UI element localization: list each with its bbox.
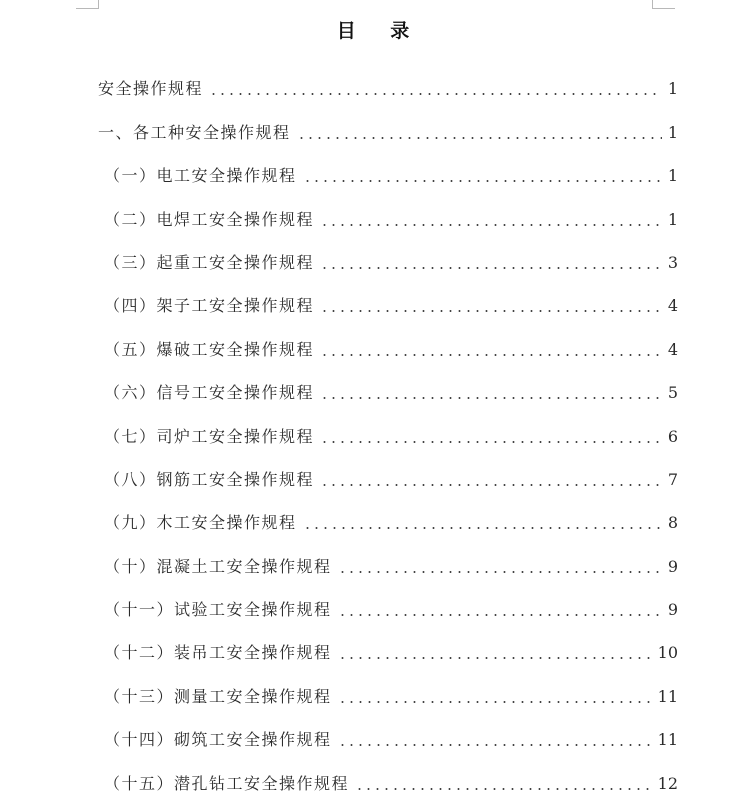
toc-entry-page-number: 11 <box>657 730 678 750</box>
toc-entry-title: （十）混凝土工安全操作规程 <box>104 556 332 576</box>
toc-entry[interactable] <box>98 581 678 624</box>
toc-entry-page-number: 4 <box>667 296 678 316</box>
toc-entry-page-number: 8 <box>667 513 678 533</box>
toc-entry-page-number: 11 <box>657 686 678 706</box>
toc-entry-page-number: 5 <box>667 383 678 403</box>
toc-entry-page-number: 9 <box>667 600 678 620</box>
dot-leader <box>303 180 662 182</box>
dot-leader <box>338 571 662 573</box>
toc-entry-page-number: 3 <box>667 252 678 272</box>
toc-entry-page-number: 12 <box>657 773 678 793</box>
toc-entry[interactable] <box>98 494 678 537</box>
toc-entry-title: （一）电工安全操作规程 <box>104 166 297 186</box>
dot-leader <box>338 614 662 616</box>
table-of-contents <box>98 60 678 798</box>
toc-entry-title: （五）爆破工安全操作规程 <box>104 339 315 359</box>
dot-leader <box>320 354 662 356</box>
dot-leader <box>338 657 652 659</box>
toc-entry[interactable] <box>98 190 678 233</box>
toc-entry-title: （十三）测量工安全操作规程 <box>104 686 332 706</box>
toc-entry[interactable] <box>98 234 678 277</box>
toc-entry-title: （十五）潜孔钻工安全操作规程 <box>104 773 350 793</box>
dot-leader <box>303 527 662 529</box>
toc-entry[interactable] <box>98 667 678 710</box>
dot-leader <box>320 441 662 443</box>
dot-leader <box>209 93 662 95</box>
dot-leader <box>320 397 662 399</box>
toc-entry-title: （九）木工安全操作规程 <box>104 513 297 533</box>
toc-entry[interactable] <box>98 754 678 797</box>
toc-entry-title: （六）信号工安全操作规程 <box>104 383 315 403</box>
toc-entry-title: （三）起重工安全操作规程 <box>104 252 315 272</box>
toc-entry-page-number: 1 <box>667 166 678 186</box>
toc-entry-page-number: 10 <box>657 643 678 663</box>
toc-entry[interactable] <box>98 624 678 667</box>
toc-entry[interactable] <box>98 60 678 103</box>
dot-leader <box>320 224 662 226</box>
dot-leader <box>320 484 662 486</box>
dot-leader <box>338 744 652 746</box>
toc-entry-page-number: 1 <box>667 79 678 99</box>
dot-leader <box>338 701 652 703</box>
toc-entry[interactable] <box>98 147 678 190</box>
toc-entry-title: （十二）装吊工安全操作规程 <box>104 643 332 663</box>
toc-entry[interactable] <box>98 537 678 580</box>
toc-entry-title: （二）电焊工安全操作规程 <box>104 209 315 229</box>
toc-entry[interactable] <box>98 103 678 146</box>
dot-leader <box>320 310 662 312</box>
dot-leader <box>297 137 662 139</box>
toc-entry[interactable] <box>98 320 678 363</box>
toc-entry[interactable] <box>98 711 678 754</box>
toc-entry-page-number: 6 <box>667 426 678 446</box>
toc-entry-title: （八）钢筋工安全操作规程 <box>104 469 315 489</box>
toc-entry-title: （四）架子工安全操作规程 <box>104 296 315 316</box>
toc-entry-page-number: 7 <box>667 469 678 489</box>
toc-entry[interactable] <box>98 277 678 320</box>
toc-entry[interactable] <box>98 407 678 450</box>
toc-entry-page-number: 9 <box>667 556 678 576</box>
toc-entry[interactable] <box>98 451 678 494</box>
toc-entry-page-number: 1 <box>667 122 678 142</box>
toc-entry-title: （十四）砌筑工安全操作规程 <box>104 730 332 750</box>
toc-entry-title: 一、各工种安全操作规程 <box>98 122 291 142</box>
toc-entry-page-number: 1 <box>667 209 678 229</box>
toc-entry-title: （七）司炉工安全操作规程 <box>104 426 315 446</box>
toc-entry-page-number: 4 <box>667 339 678 359</box>
crop-mark-top-right <box>652 0 675 9</box>
toc-entry[interactable] <box>98 364 678 407</box>
dot-leader <box>355 788 652 790</box>
toc-title: 目 录 <box>336 20 424 42</box>
crop-mark-top-left <box>76 0 99 9</box>
toc-entry-title: 安全操作规程 <box>98 79 204 99</box>
dot-leader <box>320 267 662 269</box>
toc-entry-title: （十一）试验工安全操作规程 <box>104 600 332 620</box>
